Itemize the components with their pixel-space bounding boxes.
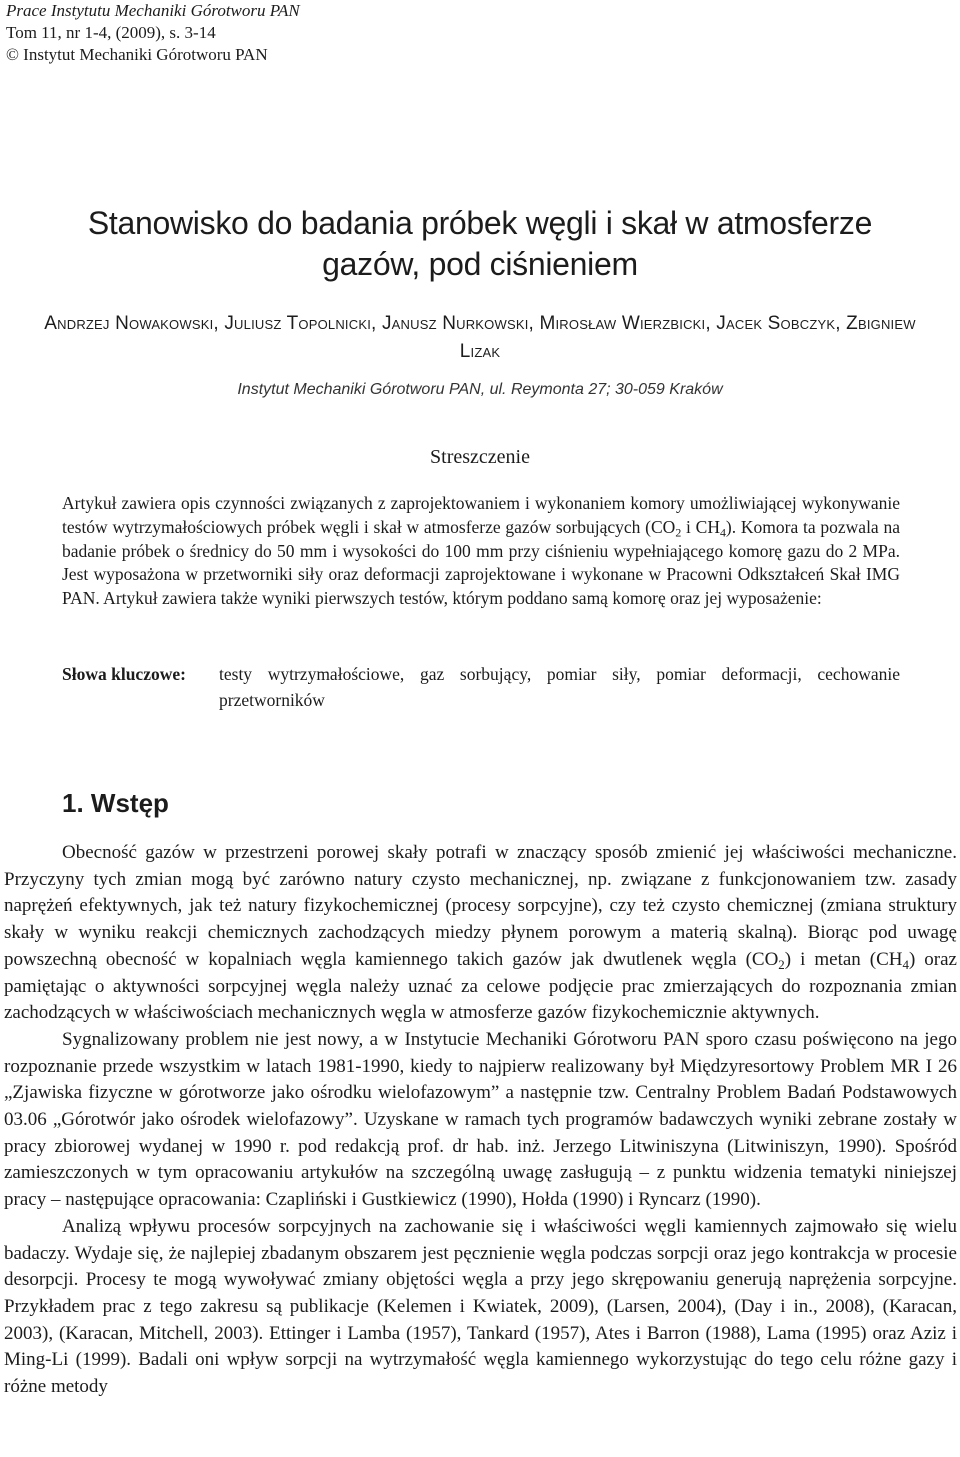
- journal-header: [6, 0, 300, 66]
- keywords-value: testy wytrzymałościowe, gaz sorbujący, pomiar siły, pomiar deformacji, cechowanie przetworników: [219, 664, 900, 710]
- paragraph: Analizą wpływu procesów sorpcyjnych na zachowanie się i właściwości węgli kamiennych zajmowało się wielu badaczy. Wydaje się, że najlepiej zbadanym obszarem jest pęcznienie węgla podczas sorpcji oraz jego kontrakcja w procesie desorpcji. Procesy te mogą wywoływać zmiany objętości węgla a przy jego skrępowaniu generują naprężenia sorpcyjne. Przykładem prac z tego zakresu są publikacje (Kelemen i Kwiatek, 2009), (Larsen, 2004), (Day i in., 2008), (Karacan, 2003), (Karacan, Mitchell, 2003). Ettinger i Lamba (1957), Tankard (1957), Ates i Barron (1988), Lama (1995) oraz Aziz i Ming-Li (1999). Badali oni wpływ sorpcji na wytrzymałość węgla kamiennego wykorzystując do tego celu różne gazy i różne metody: [4, 1215, 957, 1398]
- affiliation: Instytut Mechaniki Górotworu PAN, ul. Reymonta 27; 30-059 Kraków: [237, 381, 723, 398]
- abstract-text-part: Artykuł zawiera opis czynności związanych z zaprojektowaniem i wykonaniem komory umożliwiającej wykonywanie testów wytrzymałościowych próbek węgli i skał w atmosferze gazów sorbujących (CO: [62, 493, 900, 537]
- abstract-heading: Streszczenie: [430, 446, 530, 468]
- paper-title: Stanowisko do badania próbek węgli i skał w atmosferze gazów, pod ciśnieniem: [87, 205, 873, 282]
- copyright-line: © Instytut Mechaniki Górotworu PAN: [6, 45, 268, 64]
- journal-volume: Tom 11, nr 1-4, (2009), s. 3-14: [6, 23, 216, 42]
- abstract-text-part: i CH: [681, 516, 720, 537]
- subscript: 2: [778, 956, 785, 972]
- subscript: 2: [675, 525, 682, 540]
- section-body: [4, 840, 957, 1401]
- paragraph-part: ) oraz pamiętając o aktywności sorpcyjnej węgla należy uznać za celowe podjęcie prac zmierzających do rozpoznania zmian zachodzących w właściwościach mechanicznych węgla w atmosferze gazów fizykochemicznie aktywnych.: [4, 948, 957, 1024]
- keywords-label: Słowa kluczowe:: [62, 664, 186, 684]
- author-list: Andrzej Nowakowski, Juliusz Topolnicki, Janusz Nurkowski, Mirosław Wierzbicki, Jacek Sobczyk, Zbigniew Lizak: [44, 313, 916, 362]
- paragraph-part: Obecność gazów w przestrzeni porowej skały potrafi w znaczący sposób zmienić jej właściwości mechaniczne. Przyczyny tych zmian mogą być zarówno natury czysto mechanicznej, np. związane z funkcjonowaniem tzw. zasady naprężeń efektywnych, jak też natury fizykochemicznej (procesy sorpcyjne), czy też czysto chemicznej (zmiana struktury skały w wyniku reakcji chemicznych zachodzących miedzy płynem porowym a materią skalną). Biorąc pod uwagę powszechną obecność w kopalniach węgla kamiennego takich gazów jak dwutlenek węgla (CO: [4, 842, 957, 970]
- abstract-text-part: ). Komora ta pozwala na badanie próbek o średnicy do 50 mm i wysokości do 100 mm przy ciśnieniu wypełniającego komorę gazu do 2 MPa. Jest wyposażona w przetworniki siły oraz deformacji zaprojektowane i wykonane w Pracowni Odkształceń Skał IMG PAN. Artykuł zawiera także wyniki pierwszych testów, którym poddano samą komorę oraz jej wyposażenie:: [62, 516, 900, 609]
- section-heading: 1. Wstęp: [62, 788, 169, 818]
- paragraph: Sygnalizowany problem nie jest nowy, a w Instytucie Mechaniki Górotworu PAN sporo czasu poświęcono na jego rozpoznanie przede wszystkim w latach 1981-1990, kiedy to najpierw realizowany był Międzyresortowy Problem MR I 26 „Zjawiska fizyczne w górotworze jako ośrodku wielofazowym” a następnie tzw. Centralny Problem Badań Podstawowych 03.06 „Górotwór jako ośrodek wielofazowy”. Uzyskane w ramach tych programów badawczych wyniki zebrane zostały w pracy zbiorowej wydanej w 1990 r. pod redakcją prof. dr hab. inż. Jerzego Litwiniszyna (Litwiniszyn, 1990). Spośród zamieszczonych w tym opracowaniu artykułów na szczególną uwagę zasługują – z punktu widzenia tematyki niniejszej pracy – następujące opracowania: Czapliński i Gustkiewicz (1990), Hołda (1990) i Ryncarz (1990).: [4, 1028, 957, 1211]
- paragraph-part: ) i metan (CH: [784, 948, 903, 970]
- subscript: 4: [902, 956, 909, 972]
- paragraph: [4, 840, 957, 1027]
- keywords-block: [62, 661, 900, 713]
- abstract-text: [62, 492, 900, 611]
- journal-name: Prace Instytutu Mechaniki Górotworu PAN: [6, 1, 300, 20]
- subscript: 4: [719, 525, 726, 540]
